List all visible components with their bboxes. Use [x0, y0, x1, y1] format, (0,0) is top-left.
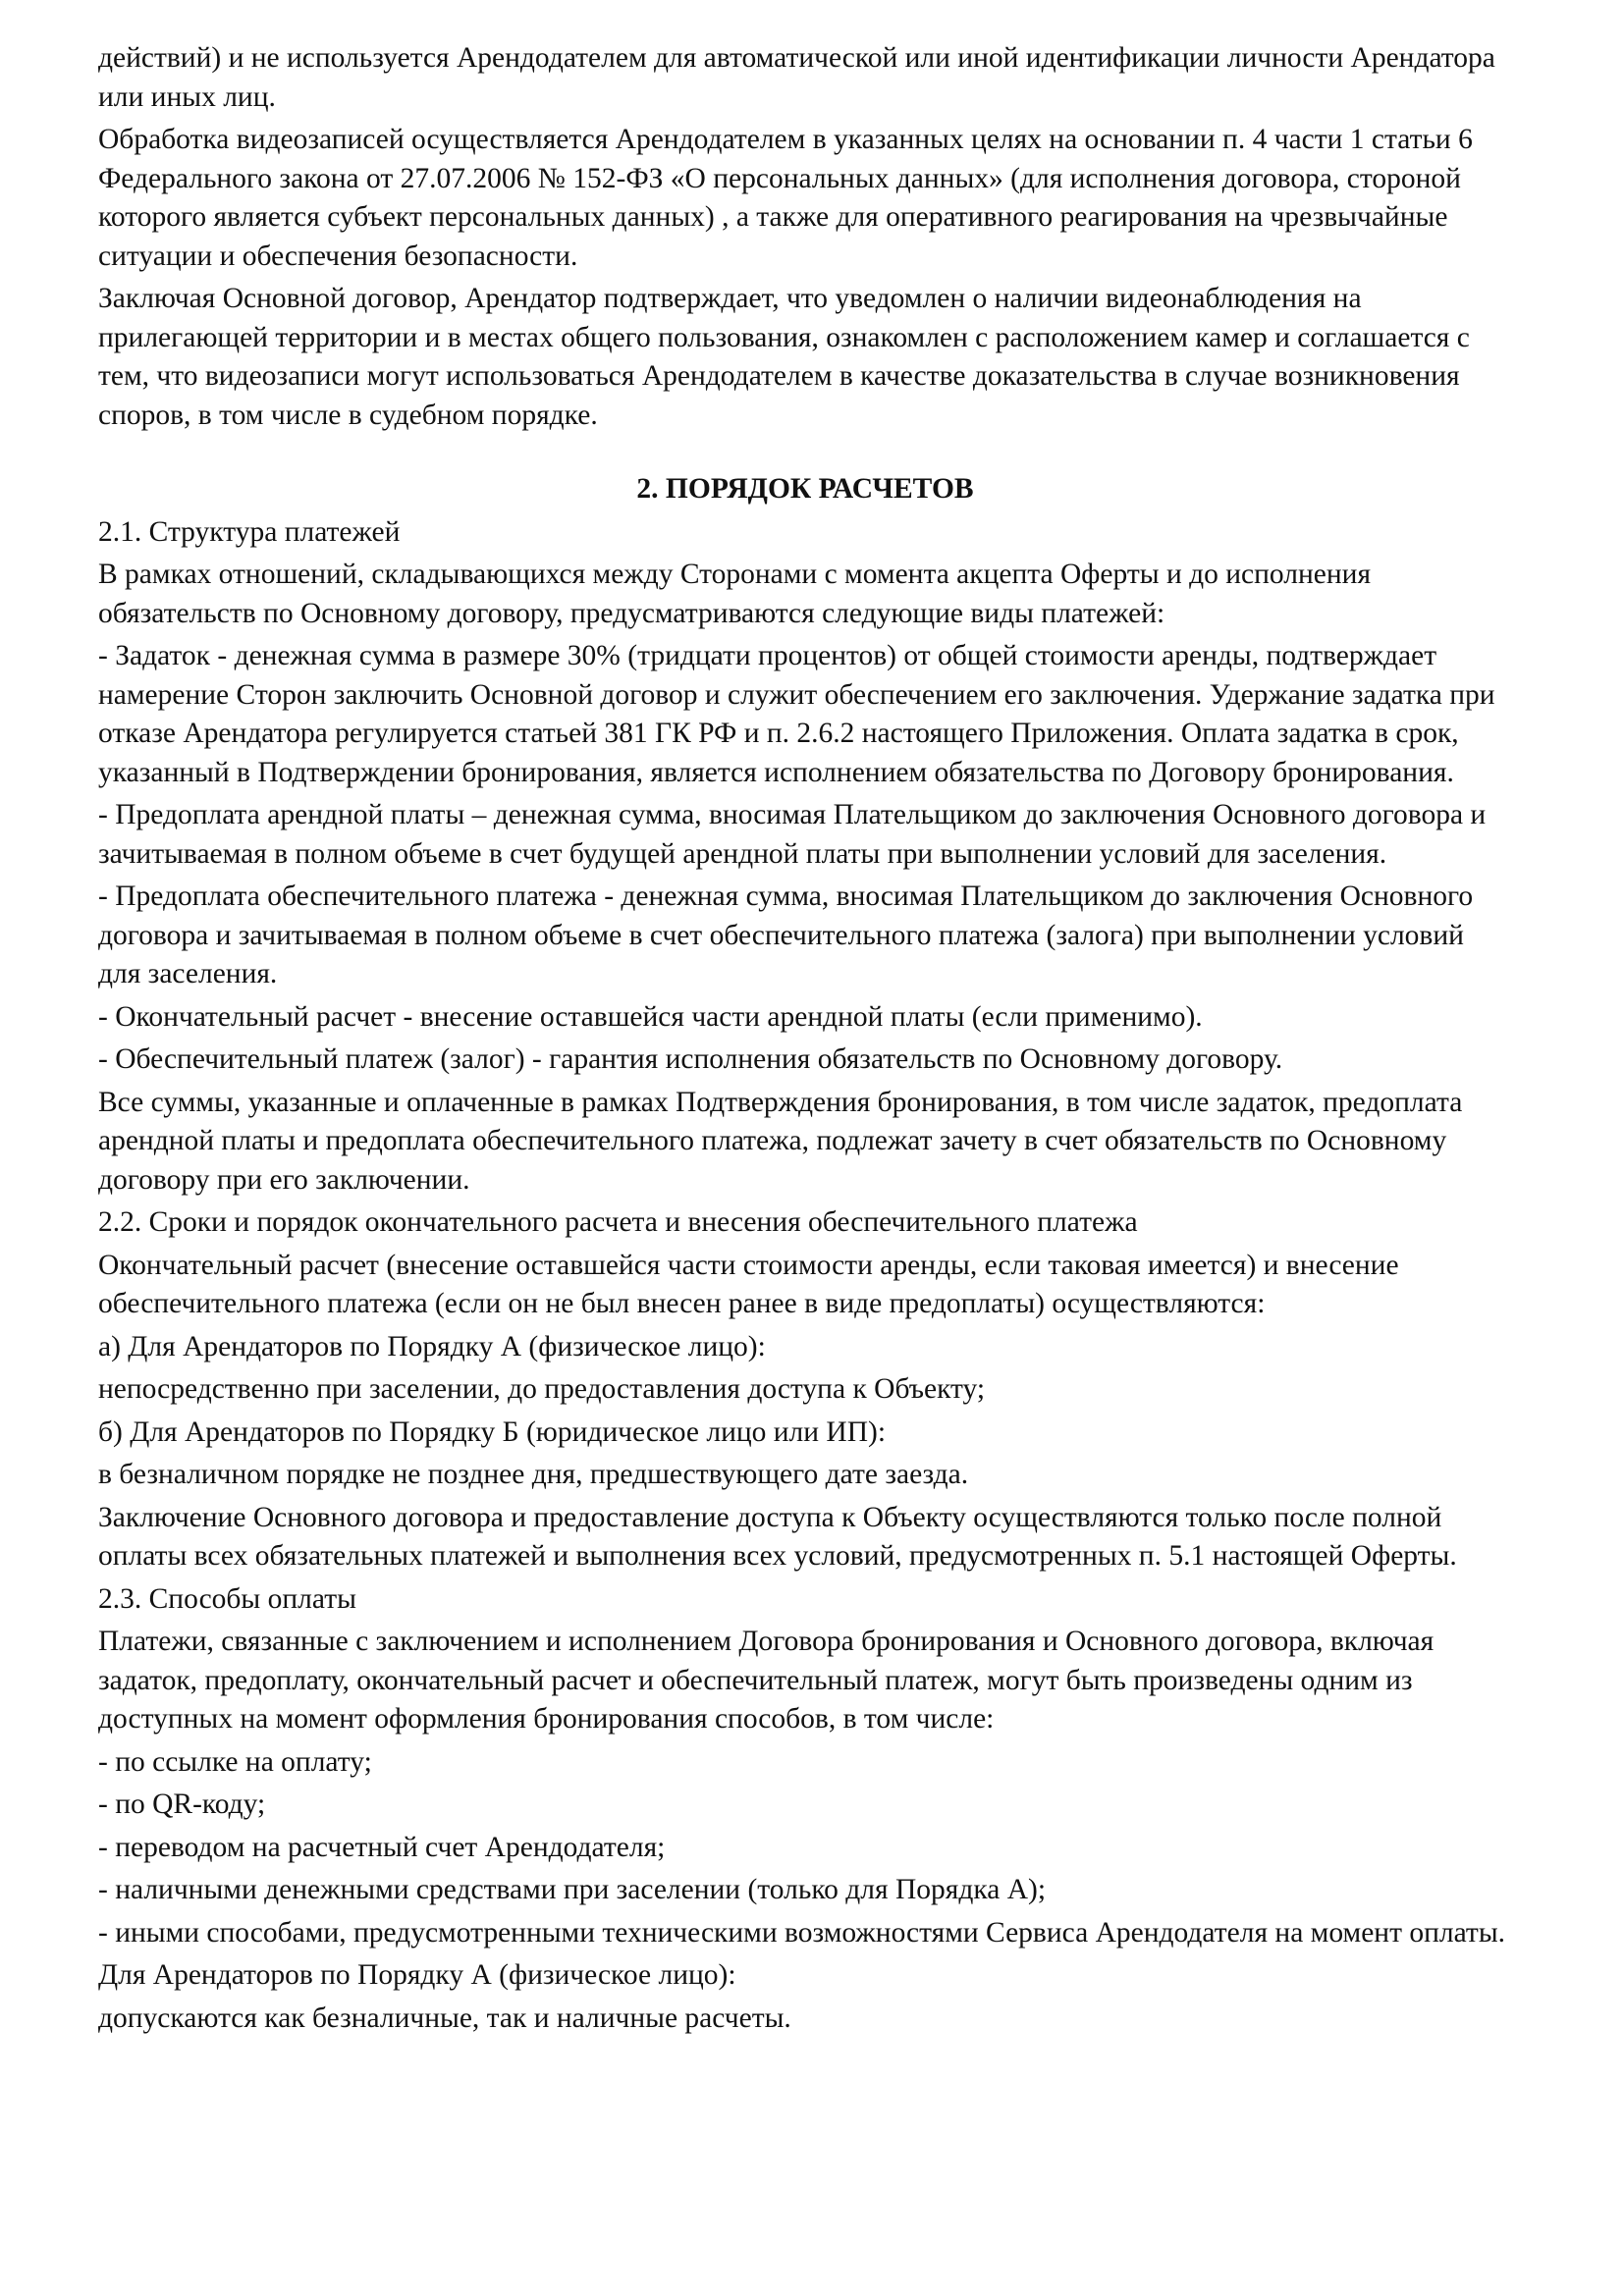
section-title: 2. ПОРЯДОК РАСЧЕТОВ: [636, 473, 974, 505]
paragraph: Для Арендаторов по Порядку А (физическое лицо):: [98, 1959, 736, 1991]
list-item: - иными способами, предусмотренными техническими возможностями Сервиса Арендодателя на момент оплаты.: [98, 1916, 1506, 1949]
paragraph-video-processing-basis: Обработка видеозаписей осуществляется Арендодателем в указанных целях на основании п. 4 части 1 статьи 6 Федерального закона от 27.07.2006 № 152-ФЗ «О персональных данных» (для исполнения договора, стороной которого является субъект персональных данных) , а также для оперативного реагирования на чрезвычайные ситуации и обеспечения безопасности.: [98, 124, 1473, 272]
list-item: б) Для Арендаторов по Порядку Б (юридическое лицо или ИП):: [98, 1415, 887, 1448]
document-page: [98, 39, 1512, 2042]
paragraph: допускаются как безналичные, так и наличные расчеты.: [98, 2002, 791, 2034]
subsection-heading-2-3: 2.3. Способы оплаты: [98, 1582, 356, 1615]
list-item: а) Для Арендаторов по Порядку А (физическое лицо):: [98, 1330, 766, 1362]
paragraph-video-identification: действий) и не используется Арендодателем для автоматической или иной идентификации личности Арендатора или иных лиц.: [98, 42, 1495, 113]
list-item: - Окончательный расчет - внесение оставшейся части арендной платы (если применимо).: [98, 1000, 1203, 1033]
list-item: - по ссылке на оплату;: [98, 1745, 372, 1778]
paragraph: Окончательный расчет (внесение оставшейся части стоимости аренды, если таковая имеется) и внесение обеспечительного платежа (если он не был внесен ранее в виде предоплаты) осуществляются:: [98, 1249, 1399, 1319]
paragraph: непосредственно при заселении, до предоставления доступа к Объекту;: [98, 1373, 986, 1405]
list-item: - Обеспечительный платеж (залог) - гарантия исполнения обязательств по Основному договору.: [98, 1043, 1283, 1075]
paragraph: Заключение Основного договора и предоставление доступа к Объекту осуществляются только после полной оплаты всех обязательных платежей и выполнения всех условий, предусмотренных п. 5.1 настоящей Оферты.: [98, 1501, 1457, 1572]
list-item: - Предоплата арендной платы – денежная сумма, вносимая Плательщиком до заключения Основного договора и зачитываемая в полном объеме в счет будущей арендной платы при выполнении условий для заселения.: [98, 799, 1487, 870]
list-item: - Предоплата обеспечительного платежа - денежная сумма, вносимая Плательщиком до заключения Основного договора и зачитываемая в полном объеме в счет обеспечительного платежа (залога) при выполнении условий для заселения.: [98, 881, 1474, 989]
list-item: - переводом на расчетный счет Арендодателя;: [98, 1831, 666, 1863]
paragraph-video-consent: Заключая Основной договор, Арендатор подтверждает, что уведомлен о наличии видеонаблюдения на прилегающей территории и в местах общего пользования, ознакомлен с расположением камер и соглашается с тем, что видеозаписи могут использоваться Арендодателем в качестве доказательства в случае возникновения споров, в том числе в судебном порядке.: [98, 283, 1470, 431]
list-item: - по QR-коду;: [98, 1789, 266, 1820]
subsection-heading-2-2: 2.2. Сроки и порядок окончательного расчета и внесения обеспечительного платежа: [98, 1206, 1138, 1238]
subsection-heading-2-1: 2.1. Структура платежей: [98, 515, 401, 548]
list-item: - наличными денежными средствами при заселении (только для Порядка А);: [98, 1874, 1047, 1905]
paragraph: Платежи, связанные с заключением и исполнением Договора бронирования и Основного договора, включая задаток, предоплату, окончательный расчет и обеспечительный платеж, могут быть произведены одним из доступных на момент оформления бронирования способов, в том числе:: [98, 1626, 1435, 1735]
paragraph: Все суммы, указанные и оплаченные в рамках Подтверждения бронирования, в том числе задаток, предоплата арендной платы и предоплата обеспечительного платежа, подлежат зачету в счет обязательств по Основному договору при его заключении.: [98, 1086, 1463, 1196]
list-item: - Задаток - денежная сумма в размере 30% (тридцати процентов) от общей стоимости аренды, подтверждает намерение Сторон заключить Основной договор и служит обеспечением его заключения. Удержание задатка при отказе Арендатора регулируется статьей 381 ГК РФ и п. 2.6.2 настоящего Приложения. Оплата задатка в срок, указанный в Подтверждении бронирования, является исполнением обязательства по Договору бронирования.: [98, 640, 1495, 788]
paragraph: в безналичном порядке не позднее дня, предшествующего дате заезда.: [98, 1459, 969, 1490]
paragraph: В рамках отношений, складывающихся между Сторонами с момента акцепта Оферты и до исполнения обязательств по Основному договору, предусматриваются следующие виды платежей:: [98, 559, 1372, 629]
